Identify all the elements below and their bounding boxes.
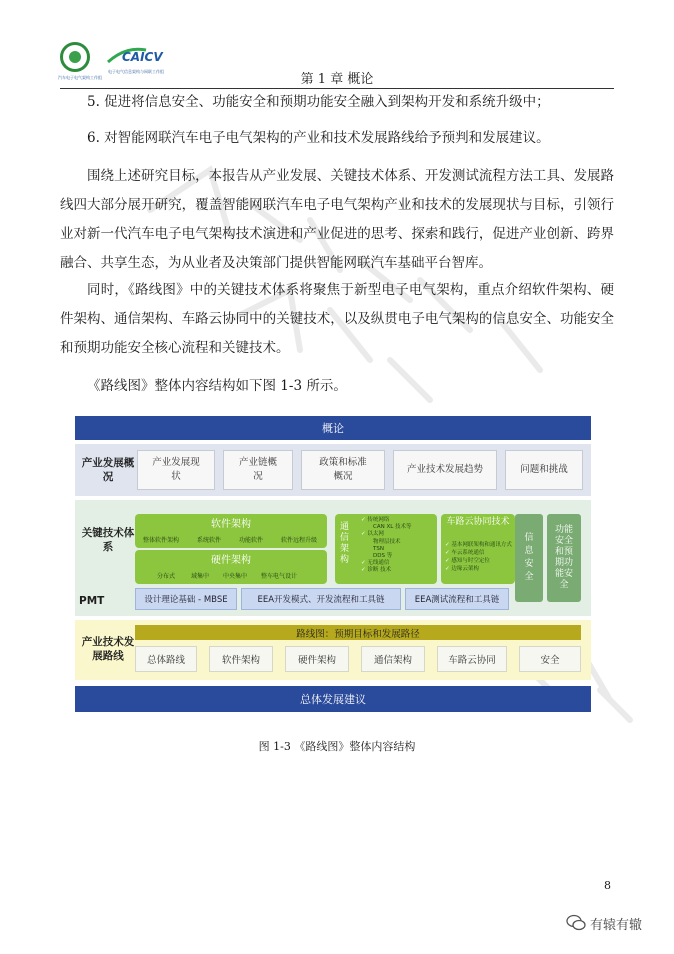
roadmap-box-software: 软件架构 bbox=[209, 646, 273, 672]
v2x-item: 基本网联架构和通讯方式 bbox=[451, 542, 512, 548]
industry-box-trend: 产业技术发展趋势 bbox=[393, 450, 497, 490]
roadmap-structure-figure bbox=[75, 416, 591, 712]
comm-item: 无线通信 bbox=[367, 560, 390, 567]
hardware-item: 中央集中 bbox=[223, 573, 248, 580]
communication-architecture-box bbox=[335, 514, 437, 584]
roadmap-box-communication: 通信架构 bbox=[361, 646, 425, 672]
roadmap-box-overall: 总体路线 bbox=[135, 646, 197, 672]
roadmap-goal-bar: 路线图：预期目标和发展路径 bbox=[135, 625, 581, 640]
communication-items: ✓ 传统网络 CAN XL 技术等 ✓ 以太网 物理层技术 TSN DDS 等 ✓ 无线通信 ✓ 诊断 技术 bbox=[361, 517, 412, 574]
list-item-5: 5. 促进将信息安全、功能安全和预期功能安全融入到架构开发和系统升级中； bbox=[87, 94, 550, 110]
paragraph-research-scope: 围绕上述研究目标，本报告从产业发展、关键技术体系、开发测试流程方法工具、发展路线四大部分展开研究，覆盖智能网联汽车电子电气架构产业和技术的发展现状与目标，引领行业对新一代汽车电子电气架构技术演进和产业促进的思考、探索和践行，促进产业创新、跨界融合、共享生态，为从业者及决策部门提供智能网联汽车基础平台智库。 bbox=[60, 168, 614, 271]
industry-box-status: 产业发展现状 bbox=[137, 450, 215, 490]
list-item-6: 6. 对智能网联汽车电子电气架构的产业和技术发展路线给予预判和发展建议。 bbox=[87, 130, 550, 146]
key-tech-band bbox=[75, 500, 591, 616]
roadmap-box-hardware: 硬件架构 bbox=[285, 646, 349, 672]
chapter-title: 第 1 章 概论 bbox=[300, 72, 374, 87]
software-item: 软件远程升级 bbox=[281, 537, 318, 544]
footer-brand bbox=[566, 912, 656, 936]
vehicle-road-cloud-box bbox=[441, 514, 515, 584]
software-item: 功能软件 bbox=[239, 537, 264, 544]
roadmap-box-security: 安全 bbox=[519, 646, 581, 672]
hardware-architecture-title: 硬件架构 bbox=[211, 555, 251, 566]
software-item: 整体软件架构 bbox=[143, 537, 180, 544]
development-advice-bar: 总体发展建议 bbox=[75, 686, 591, 712]
software-architecture-box bbox=[135, 514, 327, 548]
caicv-logo bbox=[106, 44, 176, 66]
software-architecture-title: 软件架构 bbox=[211, 519, 251, 530]
pmt-box-mbse: 设计理论基础 - MBSE bbox=[135, 588, 237, 610]
software-item: 系统软件 bbox=[197, 537, 222, 544]
paragraph-figure-intro: 《路线图》整体内容结构如下图 1-3 所示。 bbox=[87, 378, 347, 394]
pmt-box-test-process: EEA测试流程和工具链 bbox=[405, 588, 509, 610]
comm-item: TSN bbox=[373, 545, 384, 552]
hardware-item: 分布式 bbox=[157, 573, 176, 580]
industry-box-policy: 政策和标准概况 bbox=[301, 450, 385, 490]
hardware-item: 域集中 bbox=[191, 573, 210, 580]
paragraph-key-tech: 同时，《路线图》中的关键技术体系将聚焦于新型电子电气架构，重点介绍软件架构、硬件架构、通信架构、车路云协同中的关键技术，以及纵贯电子电气架构的信息安全、功能安全和预期功能安全核心流程和关键技术。 bbox=[60, 282, 614, 356]
functional-safety-box: 功能安全和预期功能安全 bbox=[547, 514, 581, 602]
industry-box-chain: 产业链概况 bbox=[223, 450, 293, 490]
comm-item: 物理层技术 bbox=[373, 538, 401, 545]
industry-box-issues: 问题和挑战 bbox=[505, 450, 583, 490]
hardware-architecture-box bbox=[135, 550, 327, 584]
roadmap-box-v2x: 车路云协同 bbox=[437, 646, 507, 672]
vehicle-road-cloud-title: 车路云协同技术 bbox=[446, 517, 510, 527]
v2x-item: 边缘云架构 bbox=[451, 566, 479, 572]
caicv-wordmark: CAICV bbox=[122, 50, 163, 64]
caicv-caption: 电子电气信息架构与网联工作组 bbox=[108, 69, 164, 74]
pmt-box-dev-process: EEA开发模式、开发流程和工具链 bbox=[241, 588, 401, 610]
hardware-item: 整车电气设计 bbox=[261, 573, 298, 580]
figure-caption: 图 1-3 《路线图》整体内容结构 bbox=[258, 740, 416, 753]
industry-band bbox=[75, 444, 591, 496]
v2x-item: 感知与时空定位 bbox=[451, 558, 490, 564]
pmt-label: PMT bbox=[79, 595, 105, 607]
comm-item: 传统网络 bbox=[367, 517, 390, 523]
industry-label: 产业发展概况 bbox=[81, 457, 135, 483]
v2x-items: ✓ 基本网联架构和通讯方式 ✓ 车云系统通信 ✓ 感知与时空定位 ✓ 边缘云架构 bbox=[445, 542, 512, 572]
overview-bar: 概论 bbox=[75, 416, 591, 440]
comm-item: DDS 等 bbox=[373, 553, 393, 560]
footer-brand-text: 有辕有辙 bbox=[590, 918, 643, 933]
caev-caption: 汽车电子电气架构工作组 bbox=[58, 75, 102, 80]
key-tech-label: 关键技术体系 bbox=[81, 527, 135, 553]
roadmap-band bbox=[75, 620, 591, 680]
information-security-box: 信息安全 bbox=[515, 514, 543, 602]
roadmap-label: 产业技术发展路线 bbox=[81, 636, 135, 662]
page-number: 8 bbox=[604, 879, 611, 892]
comm-item: 诊断 技术 bbox=[367, 567, 392, 574]
communication-architecture-title: 通信架构 bbox=[340, 522, 350, 565]
wechat-icon bbox=[566, 914, 586, 932]
comm-item: CAN XL 技术等 bbox=[373, 524, 412, 531]
comm-item: 以太网 bbox=[367, 531, 384, 538]
v2x-item: 车云系统通信 bbox=[451, 550, 485, 556]
